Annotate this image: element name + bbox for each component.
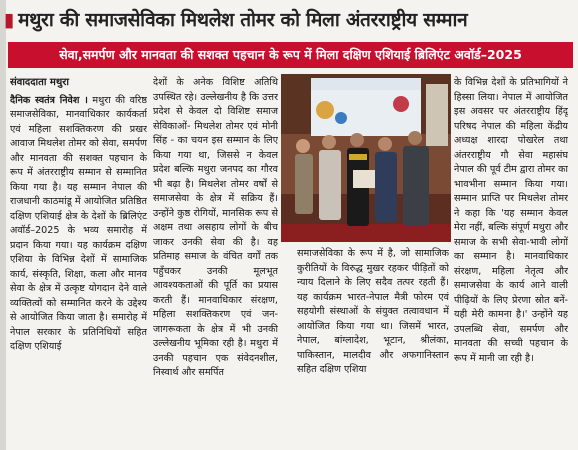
column-4-text: के विभिन्न देशों के प्रतिभागियों ने हिस्सा लिया। नेपाल में आयोजित इस अवसर पर अंतरराष्ट्रीय हिंदू परिषद नेपाल की महिला केंद्रीय अध्यक्ष शारदा पोखरेल तथा अंतरराष्ट्रीय गौ सेवा महासंघ नेपाल की पूर्व टीम द्वारा तोमर का भावभीना सम्मान किया गया। सम्मान प्राप्ति पर मिथलेश तोमर ने कहा कि 'यह सम्मान केवल मेरा नहीं, बल्कि संपूर्ण मथुरा और समाज के सभी सेवा-भावी लोगों का सम्मान है। मानवाधिकार संरक्षण, महिला नेतृत्व और समाजसेवा के कार्य आने वाली पीढ़ियों के लिए प्रेरणा स्रोत बनें-यही मेरी कामना है।' उन्होंने यह उपलब्धि सेवा, समर्पण और मानवता की सच्ची पहचान के रूप में मानी जा रही है।: [454, 77, 568, 364]
column-3-text: समाजसेविका के रूप में है, जो सामाजिक कुरीतियों के विरुद्ध मुखर रहकर पीड़ितों को न्याय दिलाने के लिए सदैव तत्पर रहती हैं। यह कार्यक्रम भारत-नेपाल मैत्री फोरम एवं सहयोगी संस्थाओं के संयुक्त तत्वावधान में आयोजित किया गया था। जिसमें भारत, नेपाल, बांग्लादेश, भूटान, श्रीलंका, पाकिस्तान, मालदीव और अफगानिस्तान सहित दक्षिण एशिया: [297, 248, 449, 375]
photo-illustration: [281, 74, 451, 242]
byline: संवाददाता मथुरा: [10, 77, 69, 88]
column-1-text: मथुरा की वरिष्ठ समाजसेविका, मानवाधिकार कार्यकर्ता एवं महिला सशक्तिकरण की प्रखर आवाज मिथलेश तोमर को सेवा, समर्पण और मानवता की सशक्त पहचान के रूप में अंतरराष्ट्रीय सम्मान से सम्मानित किया गया है। यह सम्मान नेपाल की राजधानी काठमांडू में आयोजित प्रतिष्ठित दक्षिण एशियाई क्षेत्र के देशों के ब्रिलिएंट अवॉर्ड–2025 के भव्य समारोह में प्रदान किया गया। यह कार्यक्रम दक्षिण एशिया के विभिन्न देशों में सामाजिक कार्य, संस्कृति, शिक्षा, कला और मानव सेवा के क्षेत्र में उत्कृष्ट योगदान देने वाले व्यक्तित्वों को सम्मानित करने के उद्देश्य से आयोजित किया जाता है। समारोह में नेपाल सरकार के प्रतिनिधियों सहित दक्षिण एशियाई: [10, 94, 147, 352]
article-column-2: [153, 76, 278, 448]
headline: [4, 6, 574, 40]
subheadline-banner: सेवा,समर्पण और मानवता की सशक्त पहचान के रूप में मिला दक्षिण एशियाई ब्रिलिएंट अवॉर्ड–2025: [8, 42, 573, 68]
bullet-icon: ▮: [4, 9, 15, 31]
headline-text: मथुरा की समाजसेविका मिथलेश तोमर को मिला अंतरराष्ट्रीय सम्मान: [18, 9, 468, 31]
article-column-3: [297, 247, 449, 448]
column-2-text: देशों के अनेक विशिष्ट अतिथि उपस्थित रहे। उल्लेखनीय है कि उत्तर प्रदेश से केवल दो विशिष्ट समाज सेविकाओं- मिथलेश तोमर एवं मोनी सिंह - का चयन इस सम्मान के लिए किया गया था, जिससे न केवल प्रदेश बल्कि मथुरा जनपद का गौरव भी बढ़ा है। मिथलेश तोमर वर्षों से समाजसेवा के क्षेत्र में सक्रिय हैं। उन्होंने कुष्ठ रोगियों, मानसिक रूप से अक्षम तथा असहाय लोगों के बीच जाकर उनकी सेवा की है। वह प्रतिमाह समाज के वंचित वर्गों तक पहुँचकर उनकी मूलभूत आवश्यकताओं की पूर्ति का प्रयास करती हैं। मानवाधिकार संरक्षण, महिला सशक्तिकरण एवं जन-जागरूकता के क्षेत्र में भी उनकी उल्लेखनीय भूमिका रही है। मथुरा में उनकी पहचान एक संवेदनशील, निस्वार्थ और समर्पित: [153, 77, 278, 378]
article-column-1: [10, 76, 147, 448]
column-1-body: [10, 94, 147, 355]
dateline: दैनिक स्वतंत्र निवेश ।: [10, 94, 88, 106]
article-column-4: [454, 76, 568, 448]
award-ceremony-photo: [281, 74, 451, 242]
page-edge: [0, 0, 6, 450]
